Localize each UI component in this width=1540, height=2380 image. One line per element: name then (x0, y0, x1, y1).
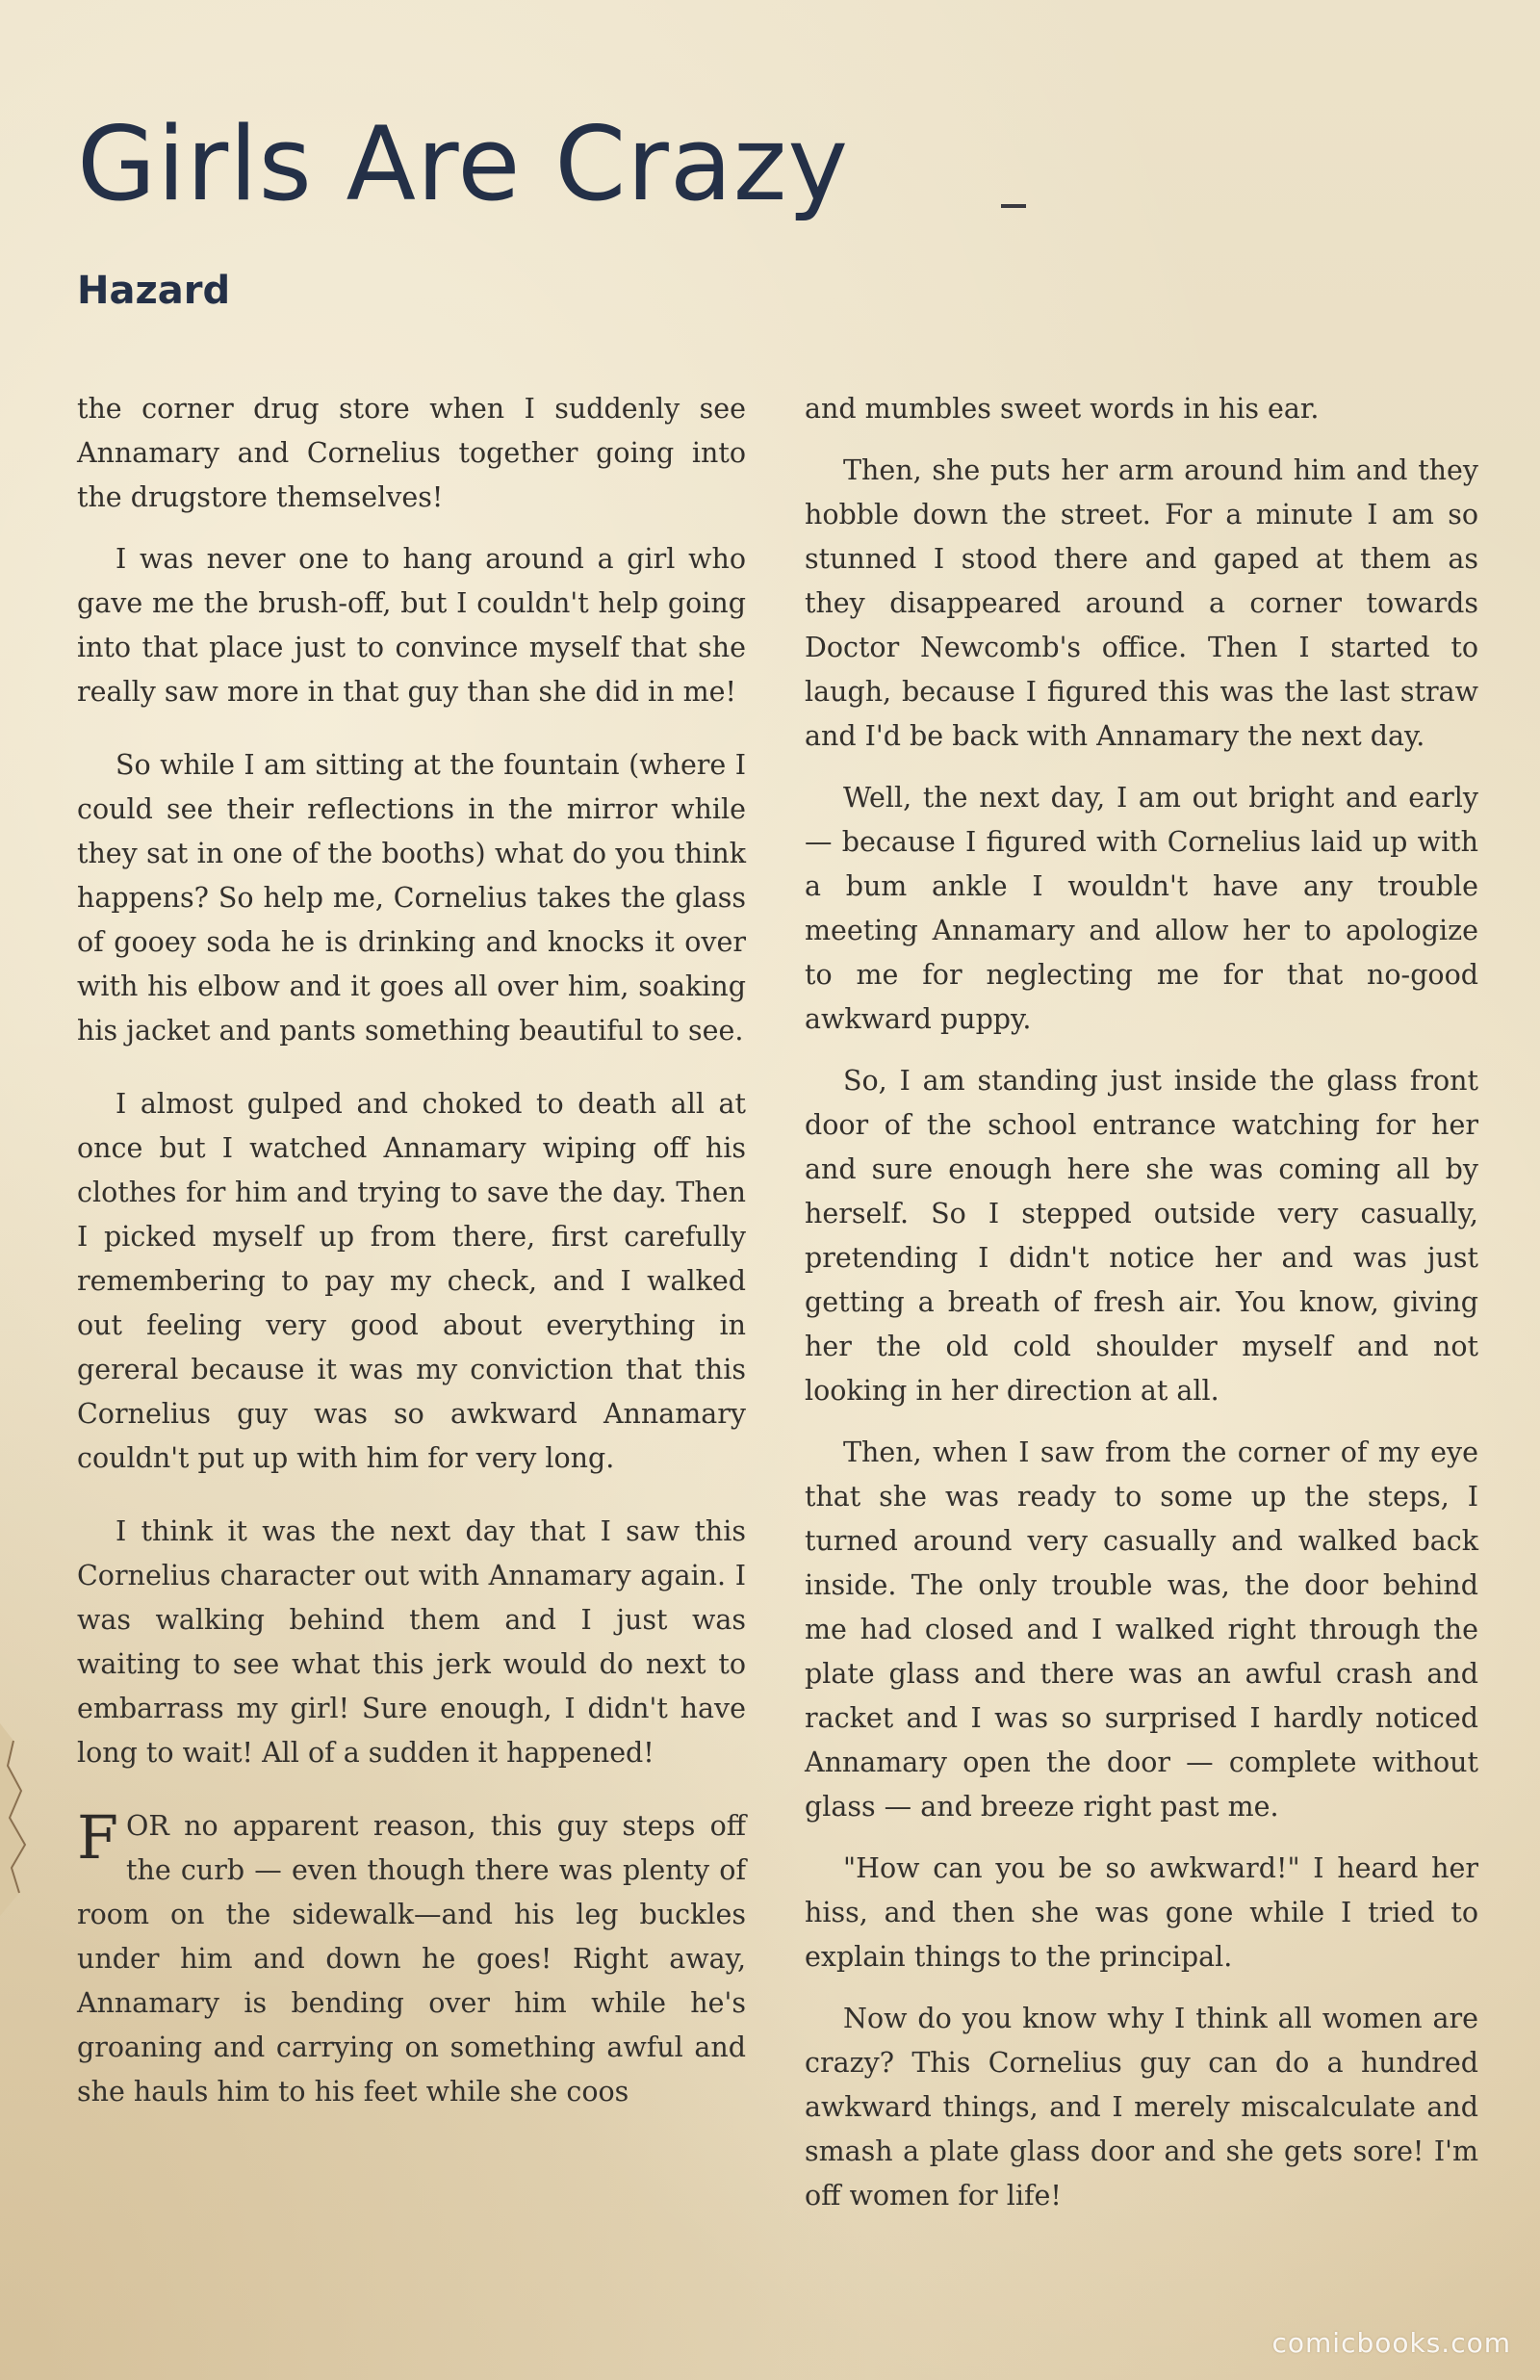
paragraph: So while I am sitting at the fountain (where I could see their reflections in the mirror while they sat in one of the booths) what do you think happens? So help me, Cornelius takes the glass of gooey soda he is drinking and knocks it over with his elbow and it goes all over him, soaking his jacket and pants something beautiful to see. (77, 749, 746, 1047)
paragraph: Now do you know why I think all women are crazy? This Cornelius guy can do a hundred awkward things, and I merely miscalculate and smash a plate glass door and she gets sore! I'm off women for life! (805, 2003, 1478, 2212)
drop-cap-letter: F (77, 1802, 119, 1873)
paragraph: Well, the next day, I am out bright and early — because I figured with Cornelius laid up with a bum ankle I wouldn't have any trouble meeting Annamary and allow her to apologize to me for neglecting me for that no-good awkward puppy. (805, 782, 1478, 1035)
torn-edge-damage (0, 1723, 58, 1916)
paragraph-with-dropcap (77, 1804, 746, 2114)
paragraph: and mumbles sweet words in his ear. (805, 393, 1320, 425)
paragraph: I think it was the next day that I saw this Cornelius character out with Annamary again. I was walking behind them and I just was waiting to see what this jerk would do next to embarrass my girl! Sure enough, I didn't have long to wait! All of a sudden it happened! (77, 1515, 746, 1769)
paragraph: "How can you be so awkward!" I heard her hiss, and then she was gone while I tried to explain things to the principal. (805, 1852, 1478, 1973)
paragraph-text: OR no apparent reason, this guy steps off the curb — even though there was plenty of room on the sidewalk—and his leg buckles under him and down he goes! Right away, Annamary is bending over him while he's groaning and carrying on something awful and she hauls him to his feet while she coos (77, 1810, 746, 2108)
paragraph: So, I am standing just inside the glass front door of the school entrance watching for her and sure enough here she was coming all by herself. So I stepped outside very casually, pretending I didn't notice her and was just getting a breath of fresh air. You know, giving her the old cold shoulder myself and not looking in her direction at all. (805, 1065, 1478, 1407)
site-watermark: comicbooks.com (1271, 2327, 1511, 2359)
paragraph: the corner drug store when I suddenly see Annamary and Cornelius together going into the drugstore themselves! (77, 393, 746, 513)
title-dash-mark (1001, 204, 1026, 208)
paragraph: Then, she puts her arm around him and they hobble down the street. For a minute I am so stunned I stood there and gaped at them as they disappeared around a corner towards Doctor Newcomb's office. Then I started to laugh, because I figured this was the last straw and I'd be back with Annamary the next day. (805, 454, 1478, 752)
left-text-column (77, 387, 746, 2132)
right-text-column (805, 387, 1478, 2236)
paragraph: Then, when I saw from the corner of my eye that she was ready to some up the steps, I turned around very casually and walked back inside. The only trouble was, the door behind me had closed and I walked right through the plate glass and there was an awful crash and racket and I was so surprised I hardly noticed Annamary open the door — complete without glass — and breeze right past me. (805, 1436, 1478, 1823)
paragraph: I almost gulped and choked to death all at once but I watched Annamary wiping off his clothes for him and trying to save the day. Then I picked myself up from there, first carefully remembering to pay my check, and I walked out feeling very good about everything in gereral because it was my conviction that this Cornelius guy was so awkward Annamary couldn't put up with him for very long. (77, 1088, 746, 1474)
story-title: Girls Are Crazy (77, 105, 850, 223)
paragraph: I was never one to hang around a girl who gave me the brush-off, but I couldn't help going into that place just to convince myself that she really saw more in that guy than she did in me! (77, 543, 746, 708)
story-byline: Hazard (77, 269, 231, 313)
